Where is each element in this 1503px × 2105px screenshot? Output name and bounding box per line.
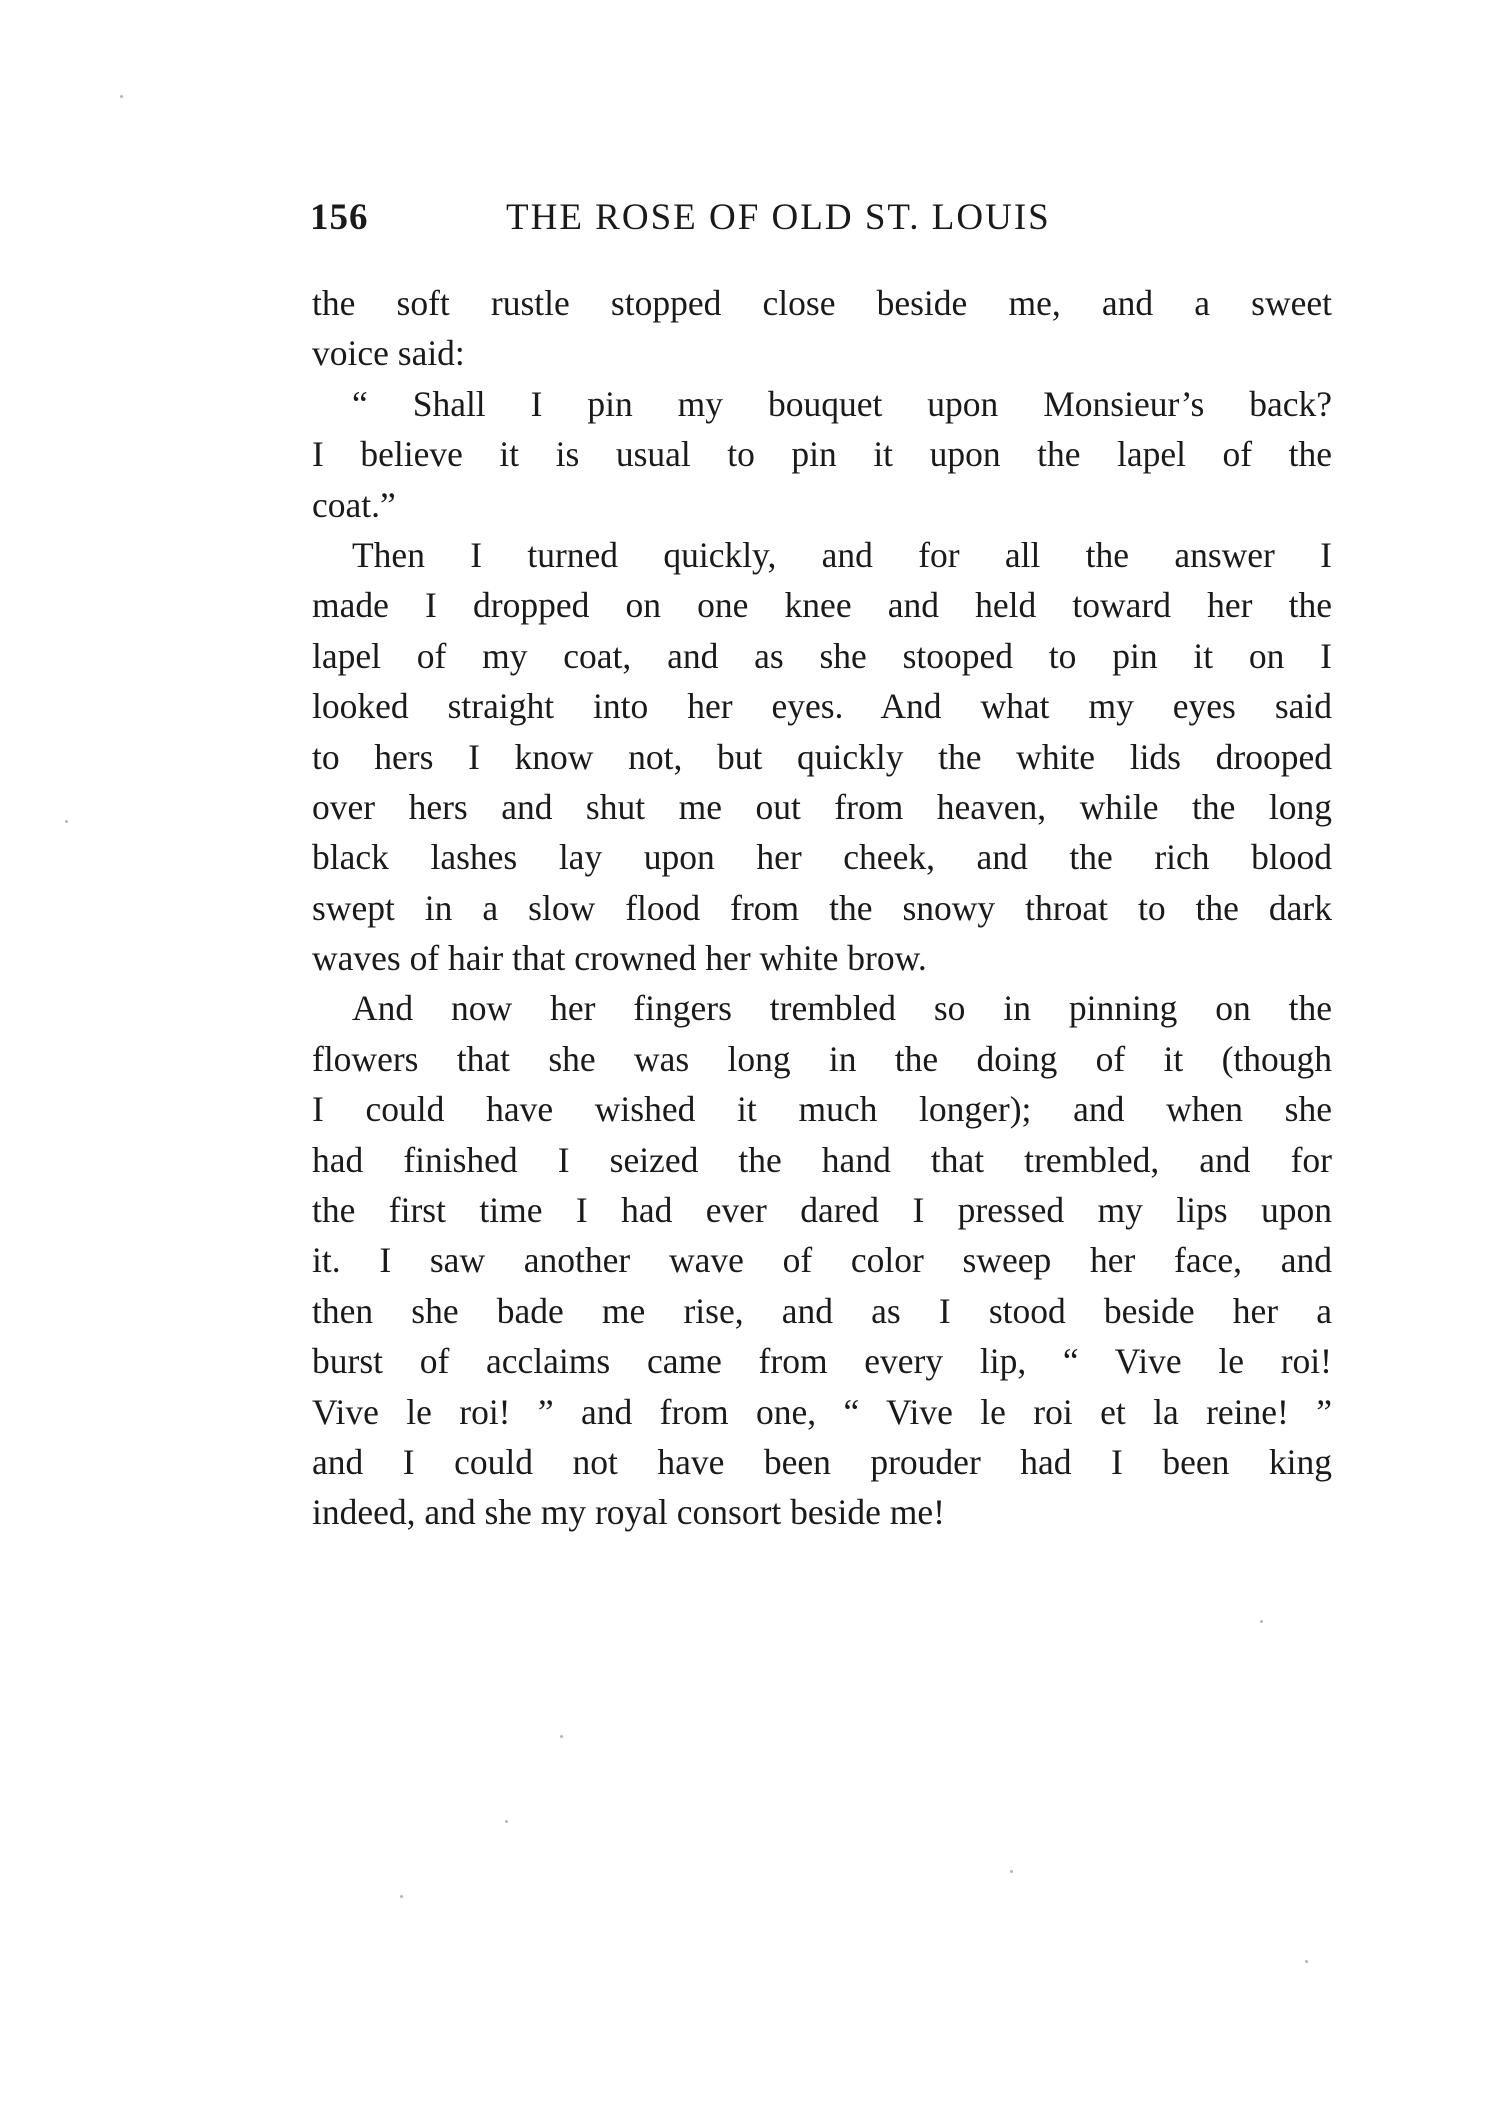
scan-speck [1010,1870,1013,1873]
scan-speck [505,1820,508,1823]
scan-speck [65,820,68,823]
text-line: indeed, and she my royal consort beside me! [312,1492,945,1533]
text-line: burst of acclaims came from every lip, “ Vive le roi! [312,1341,1332,1382]
text-line: the first time I had ever dared I pressed my lips upon [312,1190,1332,1231]
text-line: lapel of my coat, and as she stooped to pin it on I [312,635,1332,676]
text-line: looked straight into her eyes. And what my eyes said [312,686,1332,727]
scan-speck [1305,1960,1308,1963]
scan-speck [560,1735,563,1738]
text-line: Then I turned quickly, and for all the answer I [352,534,1332,575]
running-head [310,196,1330,246]
text-line: I believe it is usual to pin it upon the lapel of the [312,434,1332,475]
text-line: then she bade me rise, and as I stood beside her a [312,1290,1332,1331]
text-line: had finished I seized the hand that trembled, and for [312,1139,1332,1180]
text-line: waves of hair that crowned her white brow. [312,938,927,979]
text-line: the soft rustle stopped close beside me, and a sweet [312,283,1332,323]
body-text [312,278,1332,1538]
text-line: voice said: [312,333,465,374]
text-line: it. I saw another wave of color sweep her face, and [312,1240,1332,1281]
text-line: “ Shall I pin my bouquet upon Monsieur’s back? [352,383,1332,424]
scan-speck [400,1895,403,1898]
text-line: And now her fingers trembled so in pinning on the [352,988,1332,1029]
scan-speck [1260,1620,1263,1623]
text-line: made I dropped on one knee and held toward her the [312,585,1332,626]
text-line: over hers and shut me out from heaven, while the long [312,786,1332,827]
text-line: swept in a slow flood from the snowy throat to the dark [312,887,1332,928]
running-title: THE ROSE OF OLD ST. LOUIS [506,197,1051,238]
text-line: and I could not have been prouder had I been king [312,1441,1332,1482]
page-number: 156 [310,197,369,238]
text-line: I could have wished it much longer); and when she [312,1089,1332,1130]
scan-speck [120,95,123,98]
text-line: black lashes lay upon her cheek, and the rich blood [312,837,1332,878]
text-line: Vive le roi! ” and from one, “ Vive le roi et la reine! ” [312,1391,1332,1432]
text-line: coat.” [312,484,396,525]
text-line: flowers that she was long in the doing of it (though [312,1038,1332,1079]
text-line: to hers I know not, but quickly the white lids drooped [312,736,1332,777]
